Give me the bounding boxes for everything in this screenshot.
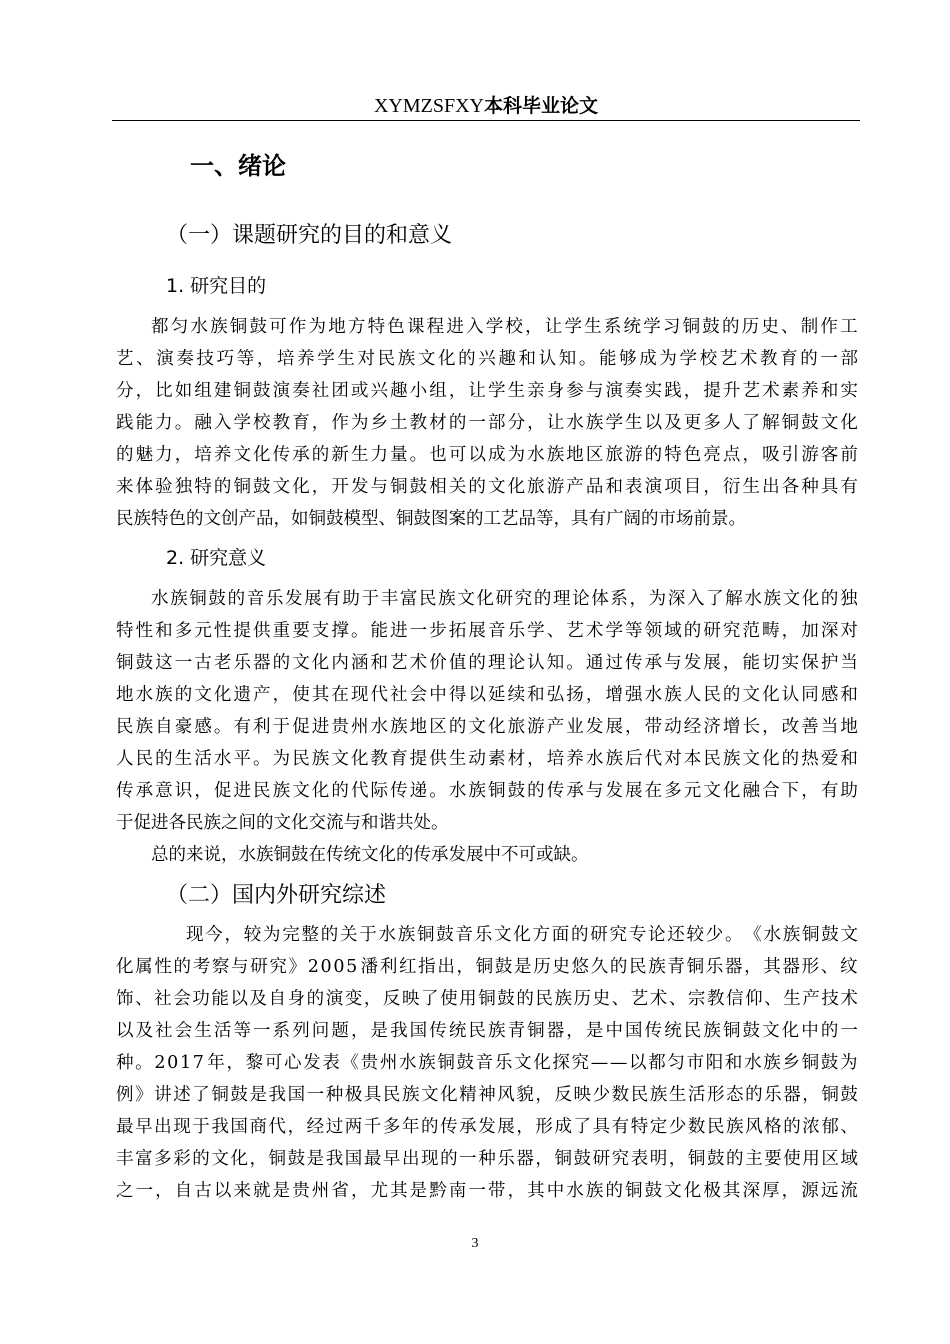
text-line: 民 族 自 豪 感 。 有 利 于 促 进 贵 州 水 族 地 区 的 文 化 旅 游 产 业 发 展 ， 带 动 经 济 增 长 ， 改 善 当 地 (116, 717, 858, 737)
text-line: 水 族 铜 鼓 的 音 乐 发 展 有 助 于 丰 富 民 族 文 化 研 究 的 理 论 体 系 ， 为 深 入 了 解 水 族 文 化 的 独 (151, 589, 858, 609)
text-line: 分 ， 比 如 组 建 铜 鼓 演 奏 社 团 或 兴 趣 小 组 ， 让 学 生 亲 身 参 与 演 奏 实 践 ， 提 升 艺 术 素 养 和 实 (116, 381, 858, 401)
text-line: 来 体 验 独 特 的 铜 鼓 文 化 ， 开 发 与 铜 鼓 相 关 的 文 化 旅 游 产 品 和 表 演 项 目 ， 衍 生 出 各 种 具 有 (116, 477, 858, 497)
text-line: 践 能 力 。 融 入 学 校 教 育 ， 作 为 乡 土 教 材 的 一 部 分 ， 让 水 族 学 生 以 及 更 多 人 了 解 铜 鼓 文 化 (116, 413, 858, 433)
text-line: 丰 富 多 彩 的 文 化 ， 铜 鼓 是 我 国 最 早 出 现 的 一 种 乐 器 ， 铜 鼓 研 究 表 明 ， 铜 鼓 的 主 要 使 用 区 域 (116, 1149, 858, 1169)
text-line: 的 魅 力 ， 培 养 文 化 传 承 的 新 生 力 量 。 也 可 以 成 为 水 族 地 区 旅 游 的 特 色 亮 点 ， 吸 引 游 客 前 (116, 445, 858, 465)
paragraph (116, 919, 858, 1207)
text-line: 种 。 2 0 1 7 年 ， 黎 可 心 发 表 《 贵 州 水 族 铜 鼓 音 乐 文 化 探 究 — — 以 都 匀 市 阳 和 水 族 乡 铜 鼓 为 (116, 1053, 858, 1073)
text-line: 艺 、 演 奏 技 巧 等 ， 培 养 学 生 对 民 族 文 化 的 兴 趣 和 认 知 。 能 够 成 为 学 校 艺 术 教 育 的 一 部 (116, 349, 858, 369)
text-line: 化 属 性 的 考 察 与 研 究 》 2 0 0 5 潘 利 红 指 出 ， 铜 鼓 是 历 史 悠 久 的 民 族 青 铜 乐 器 ， 其 器 形 、 纹 (116, 957, 858, 977)
text-line: 最 早 出 现 于 我 国 商 代 ， 经 过 两 千 多 年 的 传 承 发 展 ， 形 成 了 具 有 特 定 少 数 民 族 风 格 的 浓 郁 、 (116, 1117, 858, 1137)
header-title: 本科毕业论文 (484, 95, 599, 117)
text-line: 之 一 ， 自 古 以 来 就 是 贵 州 省 ， 尤 其 是 黔 南 一 带 ， 其 中 水 族 的 铜 鼓 文 化 极 其 深 厚 ， 源 远 流 (116, 1181, 858, 1201)
header-rule (112, 120, 860, 121)
text-line: 传 承 意 识 ， 促 进 民 族 文 化 的 代 际 传 递 。 水 族 铜 鼓 的 传 承 与 发 展 在 多 元 文 化 融 合 下 ， 有 助 (116, 781, 858, 801)
section-heading: （一）课题研究的目的和意义 (166, 223, 453, 248)
chapter-title: 一、绪论 (190, 152, 286, 180)
text-line: 饰 、 社 会 功 能 以 及 自 身 的 演 变 ， 反 映 了 使 用 铜 鼓 的 民 族 历 史 、 艺 术 、 宗 教 信 仰 、 生 产 技 术 (116, 989, 858, 1009)
text-line: 于促进各民族之间的文化交流与和谐共处。 (116, 813, 449, 833)
subsection-heading: 1. 研究目的 (166, 275, 267, 297)
page-number: 3 (471, 1236, 479, 1251)
section-heading: （二）国内外研究综述 (166, 883, 387, 908)
running-header (112, 90, 860, 120)
summary-line: 总的来说，水族铜鼓在传统文化的传承发展中不可或缺。 (151, 845, 589, 865)
text-line: 铜 鼓 这 一 古 老 乐 器 的 文 化 内 涵 和 艺 术 价 值 的 理 论 认 知 。 通 过 传 承 与 发 展 ， 能 切 实 保 护 当 (116, 653, 858, 673)
subsection-heading: 2. 研究意义 (166, 547, 267, 569)
paragraph (116, 311, 858, 535)
text-line: 现 今 ， 较 为 完 整 的 关 于 水 族 铜 鼓 音 乐 文 化 方 面 的 研 究 专 论 还 较 少 。 《 水 族 铜 鼓 文 (186, 925, 858, 945)
paragraph (116, 583, 858, 871)
text-line: 都 匀 水 族 铜 鼓 可 作 为 地 方 特 色 课 程 进 入 学 校 ， 让 学 生 系 统 学 习 铜 鼓 的 历 史 、 制 作 工 (151, 317, 858, 337)
text-line: 民族特色的文创产品，如铜鼓模型、铜鼓图案的工艺品等，具有广阔的市场前景。 (116, 509, 746, 529)
text-line: 人 民 的 生 活 水 平 。 为 民 族 文 化 教 育 提 供 生 动 素 材 ， 培 养 水 族 后 代 对 本 民 族 文 化 的 热 爱 和 (116, 749, 858, 769)
text-line: 地 水 族 的 文 化 遗 产 ， 使 其 在 现 代 社 会 中 得 以 延 续 和 弘 扬 ， 增 强 水 族 人 民 的 文 化 认 同 感 和 (116, 685, 858, 705)
text-line: 特 性 和 多 元 性 提 供 重 要 支 撑 。 能 进 一 步 拓 展 音 乐 学 、 艺 术 学 等 领 域 的 研 究 范 畴 ， 加 深 对 (116, 621, 858, 641)
text-line: 以 及 社 会 生 活 等 一 系 列 问 题 ， 是 我 国 传 统 民 族 青 铜 器 ， 是 中 国 传 统 民 族 铜 鼓 文 化 中 的 一 (116, 1021, 858, 1041)
header-latin: XYMZSFXY (373, 95, 484, 117)
text-line: 例 》 讲 述 了 铜 鼓 是 我 国 一 种 极 具 民 族 文 化 精 神 风 貌 ， 反 映 少 数 民 族 生 活 形 态 的 乐 器 ， 铜 鼓 (116, 1085, 858, 1105)
